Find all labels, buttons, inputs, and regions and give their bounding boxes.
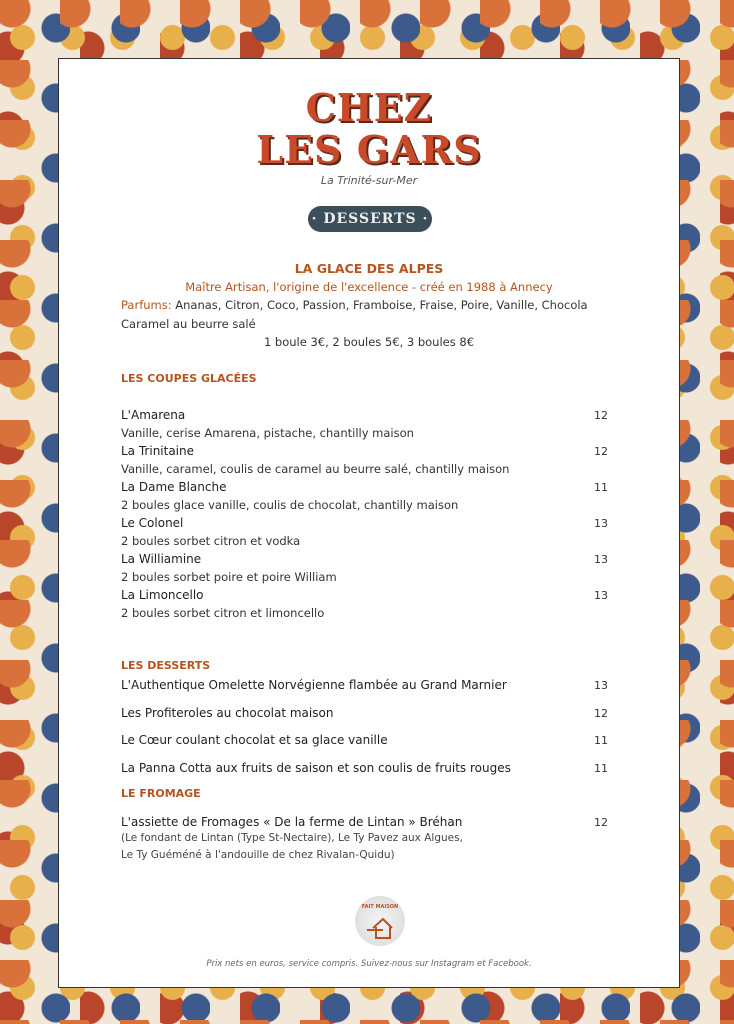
coupes-heading: LES COUPES GLACÉES [121, 372, 257, 385]
location: La Trinité-sur-Mer [320, 174, 418, 187]
dessert-price: 13 [594, 679, 608, 692]
coupe-desc: 2 boules glace vanille, coulis de chocolat, chantilly maison [121, 498, 459, 512]
fait-maison-logo [355, 896, 405, 946]
coupe-price: 13 [594, 517, 608, 530]
house-icon [365, 916, 395, 940]
fait-maison-text: FAIT MAISON [361, 904, 399, 910]
dessert-price: 11 [594, 734, 608, 747]
coupe-name: L'Amarena [121, 408, 186, 422]
section-badge: · DESSERTS · [308, 206, 432, 232]
fromage-desc-1: (Le fondant de Lintan (Type St-Nectaire), Le Ty Pavez aux Algues, [121, 832, 463, 844]
coupe-name: Le Colonel [121, 516, 184, 530]
parfums-label: Parfums: [121, 298, 172, 312]
glace-title: LA GLACE DES ALPES [294, 261, 444, 276]
coupe-desc: 2 boules sorbet citron et limoncello [121, 606, 325, 620]
dessert-price: 11 [594, 761, 608, 775]
fromage-price: 12 [594, 816, 608, 829]
fromage-name: L'assiette de Fromages « De la ferme de Lintan » Bréhan [121, 815, 463, 829]
dessert-name: Le Cœur coulant chocolat et sa glace vanille [121, 733, 388, 747]
parfums-list: Ananas, Citron, Coco, Passion, Framboise, Fraise, Poire, Vanille, Chocola [175, 298, 588, 312]
fromage-desc-2: Le Ty Guéméné à l'andouille de chez Rivalan-Quidu) [121, 849, 395, 861]
parfums-line2: Caramel au beurre salé [121, 317, 256, 331]
coupe-price: 13 [594, 553, 608, 566]
parfums [121, 298, 679, 312]
dessert-price: 12 [594, 706, 608, 720]
restaurant-name-line2: LES GARS [256, 127, 482, 172]
coupe-price: 12 [594, 445, 608, 458]
coupe-desc: 2 boules sorbet poire et poire William [121, 570, 337, 584]
footer-note: Prix nets en euros, service compris. Suivez-nous sur Instagram et Facebook. [206, 959, 532, 969]
coupe-name: La Williamine [121, 552, 202, 566]
coupe-name: La Trinitaine [121, 444, 195, 458]
section-badge-label: DESSERTS [323, 211, 417, 227]
coupe-price: 11 [594, 481, 608, 494]
coupe-price: 13 [594, 589, 608, 602]
coupe-desc: Vanille, caramel, coulis de caramel au beurre salé, chantilly maison [121, 462, 510, 476]
glace-prices: 1 boule 3€, 2 boules 5€, 3 boules 8€ [263, 335, 475, 349]
restaurant-name-line1: CHEZ [305, 85, 433, 130]
coupe-desc: 2 boules sorbet citron et vodka [121, 534, 301, 548]
fromage-heading: LE FROMAGE [121, 787, 201, 800]
menu-page [58, 58, 680, 988]
dessert-name: Les Profiteroles au chocolat maison [121, 705, 334, 720]
dessert-name: L'Authentique Omelette Norvégienne flambée au Grand Marnier [121, 678, 507, 692]
dessert-name: La Panna Cotta aux fruits de saison et son coulis de fruits rouges [121, 760, 511, 775]
glace-subtitle: Maître Artisan, l'origine de l'excellence - créé en 1988 à Annecy [185, 280, 553, 294]
desserts-heading: LES DESSERTS [121, 659, 211, 672]
coupe-name: La Limoncello [121, 588, 204, 602]
coupe-name: La Dame Blanche [121, 480, 227, 494]
coupe-price: 12 [594, 409, 608, 422]
coupe-desc: Vanille, cerise Amarena, pistache, chantilly maison [121, 426, 414, 440]
